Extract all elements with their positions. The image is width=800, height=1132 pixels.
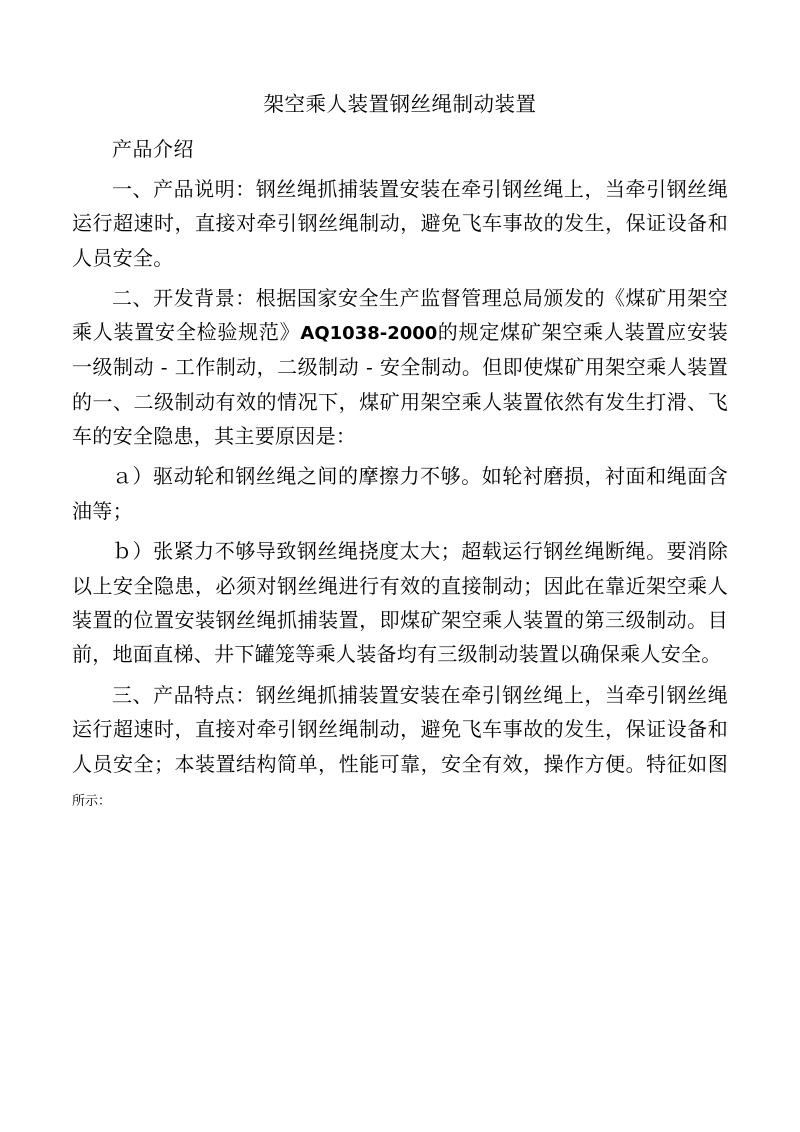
paragraph-development-background <box>72 281 728 454</box>
paragraph-background-rest: 的规定煤矿架空乘人装置应安装一级制动 - 工作制动，二级制动 - 安全制动。但即使煤矿用架空乘人装置的一、二级制动有效的情况下，煤矿用架空乘人装置依然有发生打滑、飞车的安全隐患，其主要原因是： <box>72 320 728 449</box>
paragraph-cause-b: ｂ）张紧力不够导致钢丝绳挠度太大；超载运行钢丝绳断绳。要消除以上安全隐患，必须对钢丝绳进行有效的直接制动；因此在靠近架空乘人装置的位置安装钢丝绳抓捕装置，即煤矿架空乘人装置的第三级制动。目前，地面直梯、井下罐笼等乘人装备均有三级制动装置以确保乘人安全。 <box>72 539 728 667</box>
standard-code: AQ1038-2000 <box>300 323 438 345</box>
paragraph-features-text: 三、产品特点：钢丝绳抓捕装置安装在牵引钢丝绳上，当牵引钢丝绳运行超速时，直接对牵引钢丝绳制动，避免飞车事故的发生，保证设备和人员安全；本装置结构简单，性能可靠，安全有效，操作方便。特征如图 <box>72 682 728 776</box>
paragraph-product-description: 一、产品说明：钢丝绳抓捕装置安装在牵引钢丝绳上，当牵引钢丝绳运行超速时，直接对牵引钢丝绳制动，避免飞车事故的发生，保证设备和人员安全。 <box>72 176 728 270</box>
paragraph-background-lead: 二、开发背景：根据国家安全生产监督管理总局颁发的《煤矿用架空乘人装置安全检验规范》 <box>72 285 728 345</box>
document-subtitle: 产品介绍 <box>112 136 194 161</box>
paragraph-product-features <box>72 678 728 816</box>
paragraph-features-tail: 所示： <box>72 794 112 809</box>
page-title: 架空乘人装置钢丝绳制动装置 <box>263 92 537 116</box>
paragraph-cause-a: ａ）驱动轮和钢丝绳之间的摩擦力不够。如轮衬磨损，衬面和绳面含油等； <box>72 464 728 523</box>
